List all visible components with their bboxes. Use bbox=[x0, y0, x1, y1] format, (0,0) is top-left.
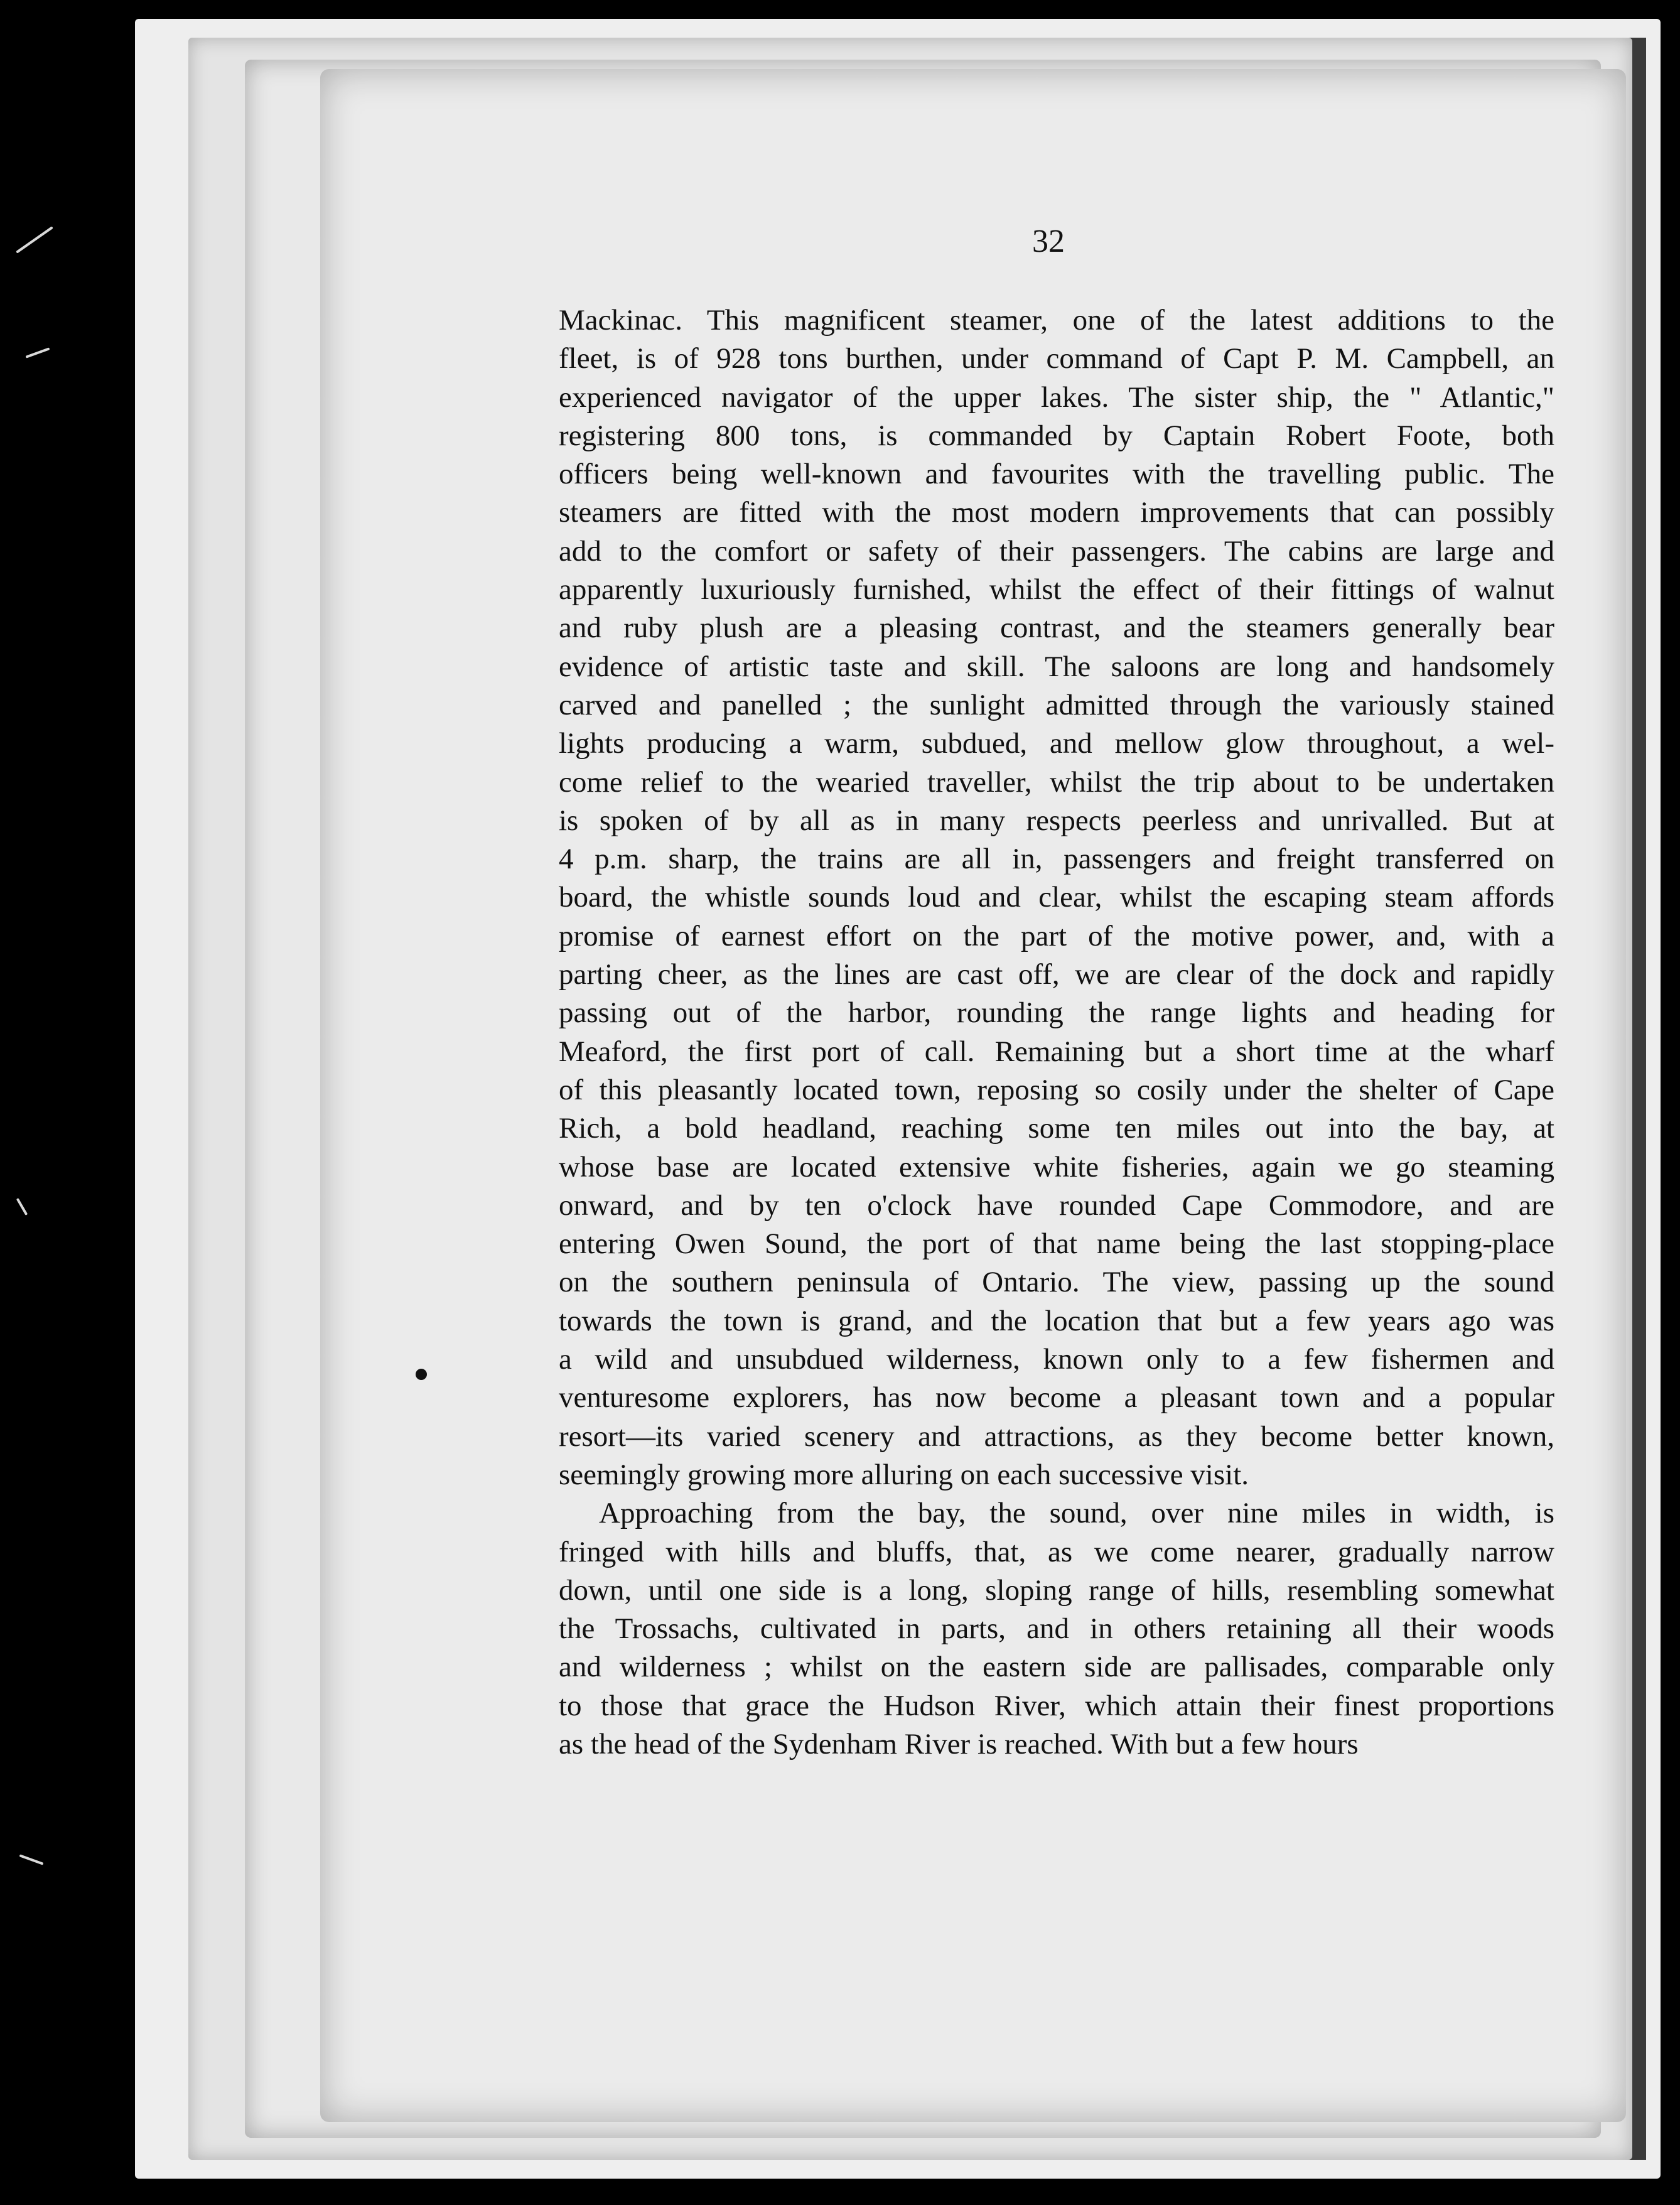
text-line: passing out of the harbor, rounding the range lights and heading for bbox=[559, 996, 1554, 1030]
text-line: fringed with hills and bluffs, that, as we come nearer, gradually narrow bbox=[559, 1535, 1554, 1568]
text-line: and ruby plush are a pleasing contrast, and the steamers generally bear bbox=[559, 612, 1554, 645]
text-line: and wilderness ; whilst on the eastern side are pallisades, comparable only bbox=[559, 1651, 1554, 1684]
text-line: 4 p.m. sharp, the trains are all in, passengers and freight transferred on bbox=[559, 843, 1554, 876]
text-line: parting cheer, as the lines are cast off, we are clear of the dock and rapidly bbox=[559, 958, 1554, 991]
text-line: apparently luxuriously furnished, whilst the effect of their fittings of walnut bbox=[559, 573, 1554, 607]
paragraph-2 bbox=[559, 1494, 1554, 1764]
film-scratch bbox=[16, 226, 53, 253]
text-line: steamers are fitted with the most modern improvements that can possibly bbox=[559, 496, 1554, 529]
text-line: the Trossachs, cultivated in parts, and in others retaining all their woods bbox=[559, 1612, 1554, 1646]
text-line: as the head of the Sydenham River is reached. With but a few hours bbox=[559, 1727, 1359, 1760]
text-line: onward, and by ten o'clock have rounded Cape Commodore, and are bbox=[559, 1189, 1554, 1222]
text-line: entering Owen Sound, the port of that name being the last stopping-place bbox=[559, 1227, 1554, 1261]
text-line: of this pleasantly located town, reposing so cosily under the shelter of Cape bbox=[559, 1073, 1554, 1106]
text-line: down, until one side is a long, sloping range of hills, resembling somewhat bbox=[559, 1573, 1554, 1607]
text-line: Mackinac. This magnificent steamer, one of the latest additions to the bbox=[559, 304, 1554, 337]
page-number: 32 bbox=[1032, 224, 1065, 259]
text-line: a wild and unsubdued wilderness, known only to a few fishermen and bbox=[559, 1343, 1554, 1376]
paragraph-1 bbox=[559, 301, 1554, 1494]
text-line: lights producing a warm, subdued, and mellow glow throughout, a wel- bbox=[559, 727, 1554, 760]
text-line: add to the comfort or safety of their passengers. The cabins are large and bbox=[559, 534, 1554, 568]
text-line: towards the town is grand, and the location that but a few years ago was bbox=[559, 1304, 1554, 1337]
body-text bbox=[559, 301, 1554, 1764]
margin-dot bbox=[416, 1369, 427, 1380]
text-line: fleet, is of 928 tons burthen, under command of Capt P. M. Campbell, an bbox=[559, 342, 1554, 375]
text-line: carved and panelled ; the sunlight admitted through the variously stained bbox=[559, 688, 1554, 721]
text-line: resort—its varied scenery and attractions, as they become better known, bbox=[559, 1420, 1554, 1453]
text-line: Approaching from the bay, the sound, over nine miles in width, is bbox=[599, 1497, 1554, 1530]
text-line: venturesome explorers, has now become a pleasant town and a popular bbox=[559, 1381, 1554, 1415]
film-scratch bbox=[19, 1854, 44, 1865]
text-line: on the southern peninsula of Ontario. The view, passing up the sound bbox=[559, 1266, 1554, 1299]
text-line: experienced navigator of the upper lakes. The sister ship, the " Atlantic," bbox=[559, 380, 1554, 414]
text-line: whose base are located extensive white fisheries, again we go steaming bbox=[559, 1150, 1554, 1183]
text-line: is spoken of by all as in many respects peerless and unrivalled. But at bbox=[559, 804, 1554, 837]
text-line: Meaford, the first port of call. Remaining but a short time at the wharf bbox=[559, 1035, 1554, 1068]
film-scratch bbox=[26, 347, 50, 358]
text-line: registering 800 tons, is commanded by Captain Robert Foote, both bbox=[559, 419, 1554, 452]
text-line: promise of earnest effort on the part of the motive power, and, with a bbox=[559, 919, 1554, 952]
text-line: board, the whistle sounds loud and clear, whilst the escaping steam affords bbox=[559, 881, 1554, 914]
text-line: to those that grace the Hudson River, which attain their finest proportions bbox=[559, 1689, 1554, 1722]
film-scratch bbox=[16, 1198, 28, 1216]
text-line: officers being well-known and favourites with the travelling public. The bbox=[559, 458, 1554, 491]
text-line: Rich, a bold headland, reaching some ten miles out into the bay, at bbox=[559, 1112, 1554, 1145]
text-line: come relief to the wearied traveller, whilst the trip about to be undertaken bbox=[559, 765, 1554, 799]
text-line: seemingly growing more alluring on each successive visit. bbox=[559, 1458, 1249, 1491]
text-line: evidence of artistic taste and skill. The saloons are long and handsomely bbox=[559, 650, 1554, 683]
